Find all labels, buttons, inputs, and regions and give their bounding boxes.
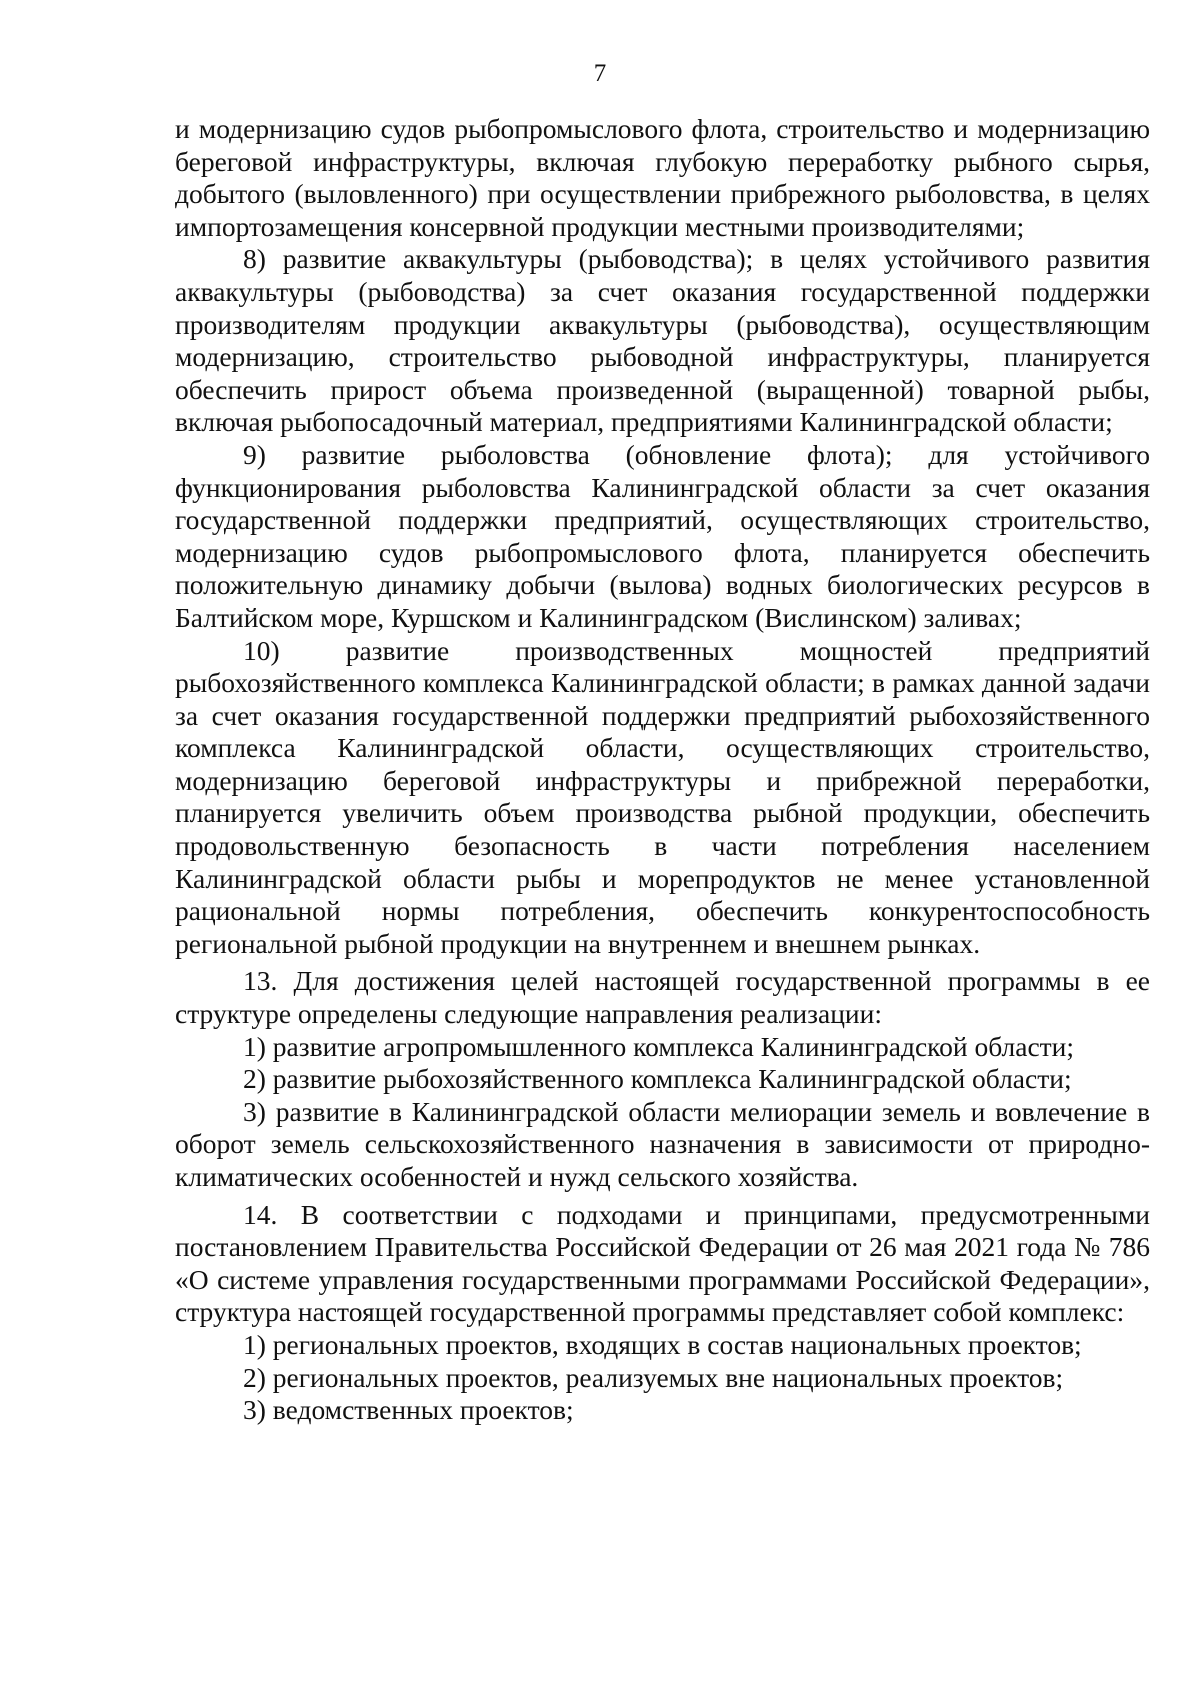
document-body — [175, 113, 1150, 1427]
list-item: 3) ведомственных проектов; — [243, 1394, 574, 1426]
paragraph: 10) развитие производственных мощностей предприятий рыбохозяйственного комплекса Калининградской области; в рамках данной задачи за счет оказания государственной поддержки предприятий рыбохозяйственного комплекса Калининградской области, осуществляющих строительство, модернизацию береговой инфраструктуры и прибрежной переработки, планируется увеличить объем производства рыбной продукции, обеспечить продовольственную безопасность в части потребления населением Калининградской области рыбы и морепродуктов не менее установленной рациональной нормы потребления, обеспечить конкурентоспособность региональной рыбной продукции на внутреннем и внешнем рынках. — [175, 634, 1150, 959]
list-item: 2) региональных проектов, реализуемых вне национальных проектов; — [243, 1361, 1064, 1393]
list-item: 2) развитие рыбохозяйственного комплекса Калининградской области; — [243, 1063, 1072, 1095]
paragraph: 8) развитие аквакультуры (рыбоводства); в целях устойчивого развития аквакультуры (рыбоводства) за счет оказания государственной поддержки производителям продукции аквакультуры (рыбоводства), осуществляющим модернизацию, строительство рыбоводной инфраструктуры, планируется обеспечить прирост объема произведенной (выращенной) товарной рыбы, включая рыбопосадочный материал, предприятиями Калининградской области; — [175, 243, 1150, 438]
paragraph: и модернизацию судов рыбопромыслового флота, строительство и модернизацию береговой инфраструктуры, включая глубокую переработку рыбного сырья, добытого (выловленного) при осуществлении прибрежного рыболовства, в целях импортозамещения консервной продукции местными производителями; — [175, 113, 1150, 242]
list-item: 1) региональных проектов, входящих в состав национальных проектов; — [243, 1328, 1082, 1360]
list-item: 3) развитие в Калининградской области мелиорации земель и вовлечение в оборот земель сельскохозяйственного назначения в зависимости от природно-климатических особенностей и нужд сельского хозяйства. — [175, 1095, 1150, 1192]
paragraph: 14. В соответствии с подходами и принципами, предусмотренными постановлением Правительства Российской Федерации от 26 мая 2021 года № 786 «О системе управления государственными программами Российской Федерации», структура настоящей государственной программы представляет собой комплекс: — [175, 1198, 1150, 1328]
paragraph: 13. Для достижения целей настоящей государственной программы в ее структуре определены следующие направления реализации: — [175, 965, 1150, 1030]
paragraph: 9) развитие рыболовства (обновление флота); для устойчивого функционирования рыболовства Калининградской области за счет оказания государственной поддержки предприятий, осуществляющих строительство, модернизацию судов рыбопромыслового флота, планируется обеспечить положительную динамику добычи (вылова) водных биологических ресурсов в Балтийском море, Куршском и Калининградском (Вислинском) заливах; — [175, 438, 1150, 633]
page-number: 7 — [593, 60, 607, 87]
list-item: 1) развитие агропромышленного комплекса Калининградской области; — [243, 1030, 1075, 1062]
